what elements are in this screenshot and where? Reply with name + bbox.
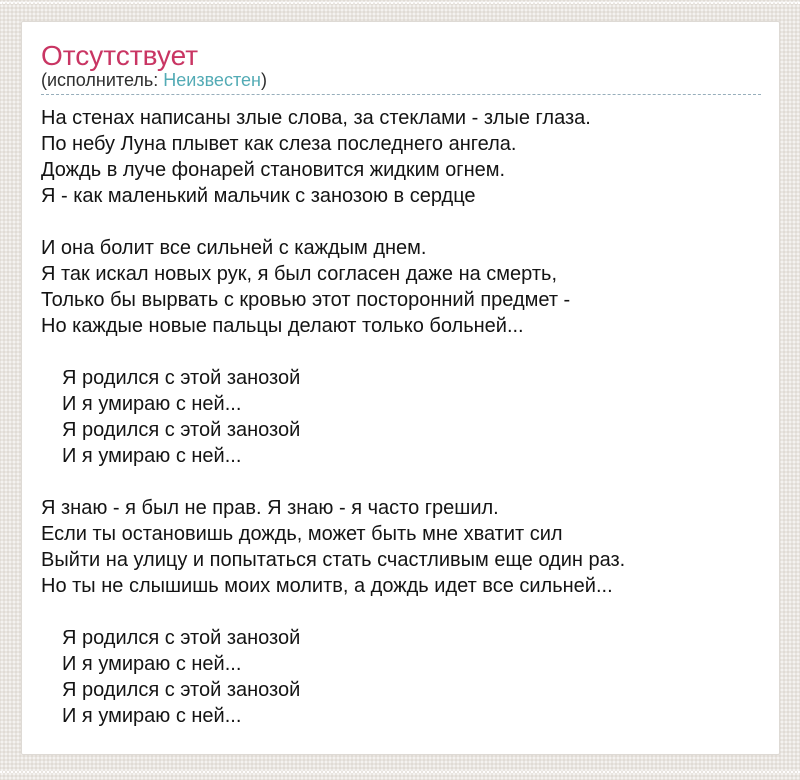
chorus-stanza	[41, 365, 761, 469]
artist-label: (исполнитель:	[41, 70, 164, 90]
lyric-line: Я родился с этой занозой	[62, 367, 301, 389]
verse-stanza	[41, 105, 761, 209]
lyric-line: Но ты не слышишь моих молитв, а дождь идет все сильней...	[41, 575, 613, 597]
lyric-line: Дождь в луче фонарей становится жидким огнем.	[41, 159, 506, 181]
artist-suffix: )	[260, 70, 267, 90]
lyrics-text	[41, 105, 761, 729]
lyric-line: Выйти на улицу и попытаться стать счастливым еще один раз.	[41, 549, 626, 571]
lyric-line: На стенах написаны злые слова, за стеклами - злые глаза.	[41, 107, 591, 129]
chorus-stanza	[41, 625, 761, 729]
lyric-line: И она болит все сильней с каждым днем.	[41, 237, 427, 259]
lyric-line: Я - как маленький мальчик с занозою в сердце	[41, 185, 476, 207]
verse-stanza	[41, 495, 761, 599]
page-title: Отсутствует	[41, 40, 199, 71]
lyric-line: Я знаю - я был не прав. Я знаю - я часто грешил.	[41, 497, 499, 519]
lyric-line: Я родился с этой занозой	[62, 679, 301, 701]
lyric-line: И я умираю с ней...	[62, 393, 242, 415]
lyric-line: Я так искал новых рук, я был согласен даже на смерть,	[41, 263, 557, 285]
lyric-line: Только бы вырвать с кровью этот посторонний предмет -	[41, 289, 571, 311]
lyric-line: Я родился с этой занозой	[62, 419, 301, 441]
lyric-line: И я умираю с ней...	[62, 445, 242, 467]
lyric-line: И я умираю с ней...	[62, 705, 242, 727]
artist-line	[41, 70, 761, 95]
lyric-line: Если ты остановишь дождь, может быть мне хватит сил	[41, 523, 563, 545]
lyrics-card	[21, 21, 780, 755]
lyric-line: По небу Луна плывет как слеза последнего ангела.	[41, 133, 517, 155]
lyric-line: Но каждые новые пальцы делают только больней...	[41, 315, 524, 337]
verse-stanza	[41, 235, 761, 339]
lyric-line: И я умираю с ней...	[62, 653, 242, 675]
lyric-line: Я родился с этой занозой	[62, 627, 301, 649]
artist-link[interactable]: Неизвестен	[163, 70, 261, 90]
